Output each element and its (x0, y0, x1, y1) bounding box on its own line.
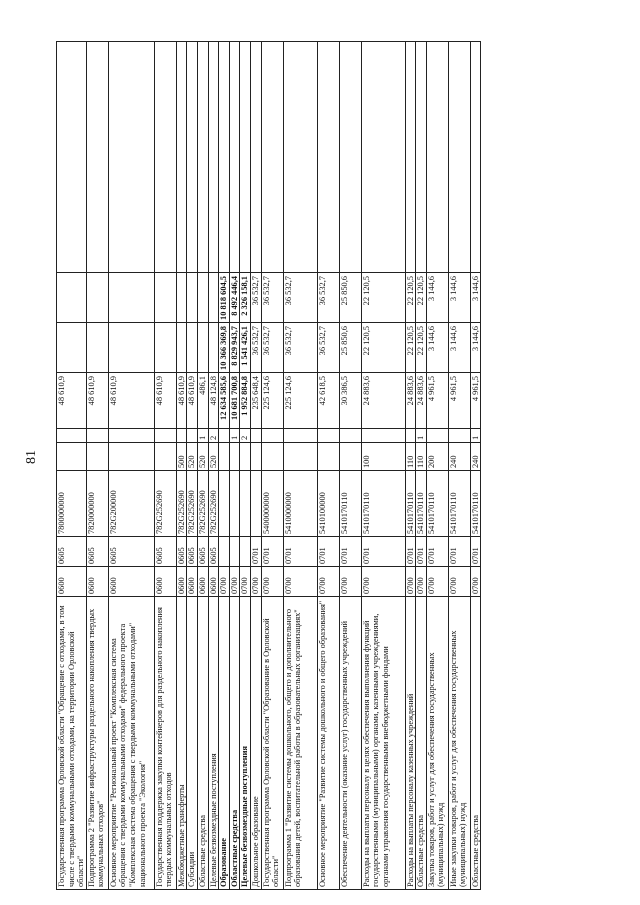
table-row (240, 42, 251, 890)
row-name: Областные средства (229, 597, 240, 890)
row-value-2023: 22 120,5 (416, 273, 427, 323)
table-row (197, 42, 208, 890)
row-value-2021: 30 386,5 (339, 373, 361, 429)
row-kosgu (261, 429, 283, 443)
row-value-2021: 48 610,9 (86, 373, 108, 429)
row-value-2023: 3 144,6 (470, 273, 481, 323)
row-podrazdel: 0605 (197, 537, 208, 567)
row-kosgu: 2 (208, 429, 219, 443)
row-csr: 5410000000 (283, 471, 317, 537)
table-row (283, 42, 317, 890)
row-razdel: 0700 (240, 567, 251, 597)
row-vr: 500 (176, 443, 187, 471)
row-value-2022: 22 120,5 (361, 323, 405, 373)
row-value-2023 (187, 273, 198, 323)
row-kosgu (86, 429, 108, 443)
row-name: Подпрограмма 2 "Развитие инфраструктуры раздельного накопления твердых коммунальных отходов" (86, 597, 108, 890)
row-podrazdel: 0701 (261, 537, 283, 567)
row-name: Обеспечение деятельности (оказание услуг) государственных учреждений (339, 597, 361, 890)
row-podrazdel (219, 537, 230, 567)
row-kosgu: 2 (240, 429, 251, 443)
row-vr (339, 443, 361, 471)
row-vr: 110 (405, 443, 416, 471)
row-razdel: 0700 (361, 567, 405, 597)
row-value-2022: 3 144,6 (448, 323, 470, 373)
row-csr: 5410170110 (339, 471, 361, 537)
row-spacer (57, 42, 87, 273)
row-podrazdel: 0605 (208, 537, 219, 567)
row-spacer (470, 42, 481, 273)
row-value-2021: 4 961,5 (448, 373, 470, 429)
row-value-2023: 25 850,6 (339, 273, 361, 323)
row-value-2022: 10 366 369,8 (219, 323, 230, 373)
row-value-2021: 235 648,4 (250, 373, 261, 429)
row-spacer (176, 42, 187, 273)
row-vr (154, 443, 176, 471)
row-csr: 7820000000 (86, 471, 108, 537)
row-csr: 5410170110 (426, 471, 448, 537)
row-razdel: 0700 (250, 567, 261, 597)
row-kosgu (283, 429, 317, 443)
row-vr: 240 (470, 443, 481, 471)
row-value-2022: 22 120,5 (405, 323, 416, 373)
row-podrazdel: 0605 (57, 537, 87, 567)
table-row (176, 42, 187, 890)
table-row (219, 42, 230, 890)
table-row (470, 42, 481, 890)
row-value-2022: 36 532,7 (250, 323, 261, 373)
row-razdel: 0600 (208, 567, 219, 597)
row-spacer (317, 42, 339, 273)
row-spacer (283, 42, 317, 273)
row-value-2022: 36 532,7 (283, 323, 317, 373)
row-podrazdel (240, 537, 251, 567)
row-razdel: 0600 (176, 567, 187, 597)
row-kosgu (405, 429, 416, 443)
table-row (208, 42, 219, 890)
row-value-2021: 4 961,5 (426, 373, 448, 429)
row-podrazdel: 0701 (416, 537, 427, 567)
row-kosgu (154, 429, 176, 443)
table-row (317, 42, 339, 890)
row-value-2023 (176, 273, 187, 323)
row-name: Государственная поддержка закупки контейнеров для раздельного накопления твердых коммунальных отходов (154, 597, 176, 890)
row-spacer (426, 42, 448, 273)
row-spacer (261, 42, 283, 273)
row-kosgu (57, 429, 87, 443)
row-value-2023: 22 120,5 (405, 273, 416, 323)
row-podrazdel: 0605 (176, 537, 187, 567)
row-csr: 5410170110 (416, 471, 427, 537)
row-spacer (219, 42, 230, 273)
row-value-2021: 225 124,6 (283, 373, 317, 429)
row-kosgu (250, 429, 261, 443)
row-podrazdel: 0701 (426, 537, 448, 567)
row-kosgu: 1 (197, 429, 208, 443)
row-spacer (197, 42, 208, 273)
row-csr: 5410170110 (405, 471, 416, 537)
row-value-2023: 2 326 158,1 (240, 273, 251, 323)
table-row (361, 42, 405, 890)
row-name: Областные средства (197, 597, 208, 890)
row-kosgu (176, 429, 187, 443)
row-value-2023 (57, 273, 87, 323)
row-value-2022 (86, 323, 108, 373)
row-value-2021: 24 883,6 (361, 373, 405, 429)
row-name: Основное мероприятие "Региональный проект "Комплексная система обращения с твердыми коммунальными отходами" федерального проекта "Комплексная система обращения с твердыми коммунальными отходами" национального проекта "Экология" (108, 597, 154, 890)
row-name: Целевые безвозмездные поступления (208, 597, 219, 890)
row-value-2022: 36 532,7 (261, 323, 283, 373)
row-csr: 5400000000 (261, 471, 283, 537)
row-value-2021: 24 883,6 (416, 373, 427, 429)
row-razdel: 0600 (57, 567, 87, 597)
row-name: Субсидии (187, 597, 198, 890)
row-name: Иные закупки товаров, работ и услуг для обеспечения государственных (муниципальных) нужд (448, 597, 470, 890)
row-spacer (208, 42, 219, 273)
row-csr (250, 471, 261, 537)
row-razdel: 0700 (339, 567, 361, 597)
table-body (57, 42, 481, 890)
row-podrazdel: 0605 (86, 537, 108, 567)
row-vr (57, 443, 87, 471)
row-podrazdel: 0605 (108, 537, 154, 567)
table-row (416, 42, 427, 890)
row-value-2021: 10 681 700,8 (229, 373, 240, 429)
row-value-2022 (187, 323, 198, 373)
row-value-2023 (86, 273, 108, 323)
row-value-2021: 42 618,5 (317, 373, 339, 429)
row-kosgu: 1 (416, 429, 427, 443)
row-name: Областные средства (416, 597, 427, 890)
row-name: Расходы на выплаты персоналу казенных учреждений (405, 597, 416, 890)
row-podrazdel: 0605 (154, 537, 176, 567)
row-vr: 240 (448, 443, 470, 471)
row-value-2022: 3 144,6 (470, 323, 481, 373)
row-value-2023: 3 144,6 (426, 273, 448, 323)
row-name: Государственная программа Орловской области "Образование в Орловской области" (261, 597, 283, 890)
row-razdel: 0700 (261, 567, 283, 597)
row-razdel: 0700 (470, 567, 481, 597)
budget-table-sheet (56, 42, 606, 890)
table-row (154, 42, 176, 890)
row-podrazdel: 0701 (448, 537, 470, 567)
row-name: Подпрограмма 1 "Развитие системы дошкольного, общего и дополнительного образования детей, воспитательной работы в образовательных организациях" (283, 597, 317, 890)
table-row (448, 42, 470, 890)
row-csr: 782G252690 (154, 471, 176, 537)
row-csr: 5410170110 (470, 471, 481, 537)
row-kosgu (361, 429, 405, 443)
row-vr (317, 443, 339, 471)
row-value-2023 (154, 273, 176, 323)
row-value-2022: 25 850,6 (339, 323, 361, 373)
table-row (187, 42, 198, 890)
row-value-2023: 10 818 604,5 (219, 273, 230, 323)
budget-table (56, 41, 481, 890)
row-name: Закупка товаров, работ и услуг для обеспечения государственных (муниципальных) нужд (426, 597, 448, 890)
row-podrazdel: 0605 (187, 537, 198, 567)
row-value-2023: 3 144,6 (448, 273, 470, 323)
row-kosgu (426, 429, 448, 443)
row-spacer (229, 42, 240, 273)
row-razdel: 0600 (108, 567, 154, 597)
row-kosgu (219, 429, 230, 443)
row-vr (86, 443, 108, 471)
row-csr (240, 471, 251, 537)
row-razdel: 0700 (219, 567, 230, 597)
row-podrazdel: 0701 (470, 537, 481, 567)
row-value-2023: 36 532,7 (250, 273, 261, 323)
row-value-2021: 24 883,6 (405, 373, 416, 429)
row-razdel: 0600 (197, 567, 208, 597)
row-vr: 520 (197, 443, 208, 471)
row-name: Областные средства (470, 597, 481, 890)
row-razdel: 0700 (426, 567, 448, 597)
row-value-2021: 4 961,5 (470, 373, 481, 429)
row-csr (219, 471, 230, 537)
row-value-2023 (197, 273, 208, 323)
row-vr: 520 (208, 443, 219, 471)
row-razdel: 0700 (416, 567, 427, 597)
row-vr (250, 443, 261, 471)
row-vr (229, 443, 240, 471)
row-value-2021: 48 610,9 (154, 373, 176, 429)
row-csr: 5410170110 (448, 471, 470, 537)
row-spacer (339, 42, 361, 273)
row-name: Расходы на выплаты персоналу в целях обеспечения выполнения функций государственными (муниципальными) органами, казенными учреждениями, органами управления государственными внебюджетными фондами (361, 597, 405, 890)
row-value-2021: 48 610,9 (176, 373, 187, 429)
table-row (261, 42, 283, 890)
row-value-2021: 486,1 (197, 373, 208, 429)
row-value-2022: 1 541 426,1 (240, 323, 251, 373)
row-value-2021: 48 610,9 (57, 373, 87, 429)
row-value-2021: 48 124,8 (208, 373, 219, 429)
row-spacer (250, 42, 261, 273)
table-row (250, 42, 261, 890)
row-value-2022 (57, 323, 87, 373)
row-value-2022: 36 532,7 (317, 323, 339, 373)
row-csr: 782G252690 (187, 471, 198, 537)
row-value-2022: 8 829 943,7 (229, 323, 240, 373)
row-value-2022: 22 120,5 (416, 323, 427, 373)
row-razdel: 0700 (448, 567, 470, 597)
row-spacer (187, 42, 198, 273)
row-spacer (108, 42, 154, 273)
row-name: Межбюджетные трансферты (176, 597, 187, 890)
table-row (108, 42, 154, 890)
row-kosgu (108, 429, 154, 443)
page-number: 81 (24, 450, 39, 464)
row-name: Государственная программа Орловской области "Обращение с отходами, в том числе с твердыми коммунальными отходами, на территории Орловской области" (57, 597, 87, 890)
table-row (229, 42, 240, 890)
row-value-2022 (197, 323, 208, 373)
row-spacer (240, 42, 251, 273)
row-name: Основное мероприятие "Развитие системы дошкольного и общего образования" (317, 597, 339, 890)
row-podrazdel: 0701 (250, 537, 261, 567)
row-csr: 782G252690 (208, 471, 219, 537)
row-kosgu (339, 429, 361, 443)
row-value-2023 (208, 273, 219, 323)
table-row (339, 42, 361, 890)
row-vr: 200 (426, 443, 448, 471)
row-razdel: 0600 (86, 567, 108, 597)
row-vr (283, 443, 317, 471)
row-value-2023: 36 532,7 (317, 273, 339, 323)
row-spacer (86, 42, 108, 273)
row-value-2022: 3 144,6 (426, 323, 448, 373)
row-vr (219, 443, 230, 471)
table-row (405, 42, 416, 890)
row-vr (261, 443, 283, 471)
row-spacer (405, 42, 416, 273)
row-value-2022 (208, 323, 219, 373)
row-name: Целевые безвозмездные поступления (240, 597, 251, 890)
row-spacer (154, 42, 176, 273)
row-kosgu (187, 429, 198, 443)
row-value-2021: 48 610,9 (108, 373, 154, 429)
row-spacer (361, 42, 405, 273)
row-csr (229, 471, 240, 537)
row-razdel: 0700 (283, 567, 317, 597)
row-spacer (416, 42, 427, 273)
table-row (57, 42, 87, 890)
row-csr: 782G200000 (108, 471, 154, 537)
row-value-2023: 36 532,7 (283, 273, 317, 323)
row-podrazdel: 0701 (339, 537, 361, 567)
table-row (86, 42, 108, 890)
row-podrazdel: 0701 (317, 537, 339, 567)
row-podrazdel (229, 537, 240, 567)
row-kosgu: 1 (470, 429, 481, 443)
row-csr: 5410170110 (361, 471, 405, 537)
row-value-2022 (154, 323, 176, 373)
row-podrazdel: 0701 (361, 537, 405, 567)
row-vr (108, 443, 154, 471)
row-csr: 7800000000 (57, 471, 87, 537)
row-razdel: 0600 (187, 567, 198, 597)
table-row (426, 42, 448, 890)
row-value-2021: 225 124,6 (261, 373, 283, 429)
row-value-2021: 12 634 585,6 (219, 373, 230, 429)
row-vr: 100 (361, 443, 405, 471)
row-podrazdel: 0701 (283, 537, 317, 567)
row-razdel: 0700 (405, 567, 416, 597)
row-value-2022 (176, 323, 187, 373)
row-value-2022 (108, 323, 154, 373)
row-value-2021: 48 610,9 (187, 373, 198, 429)
row-value-2021: 1 952 884,8 (240, 373, 251, 429)
row-kosgu (317, 429, 339, 443)
row-razdel: 0700 (229, 567, 240, 597)
row-podrazdel: 0701 (405, 537, 416, 567)
row-name: Образование (219, 597, 230, 890)
row-value-2023 (108, 273, 154, 323)
row-vr: 520 (187, 443, 198, 471)
row-spacer (448, 42, 470, 273)
row-name: Дошкольное образование (250, 597, 261, 890)
row-csr: 5410100000 (317, 471, 339, 537)
row-value-2023: 8 492 446,4 (229, 273, 240, 323)
row-vr: 110 (416, 443, 427, 471)
row-value-2023: 22 120,5 (361, 273, 405, 323)
row-kosgu: 1 (229, 429, 240, 443)
row-razdel: 0700 (317, 567, 339, 597)
row-value-2023: 36 532,7 (261, 273, 283, 323)
row-kosgu (448, 429, 470, 443)
row-razdel: 0600 (154, 567, 176, 597)
row-csr: 782G252690 (176, 471, 187, 537)
row-vr (240, 443, 251, 471)
row-csr: 782G252690 (197, 471, 208, 537)
